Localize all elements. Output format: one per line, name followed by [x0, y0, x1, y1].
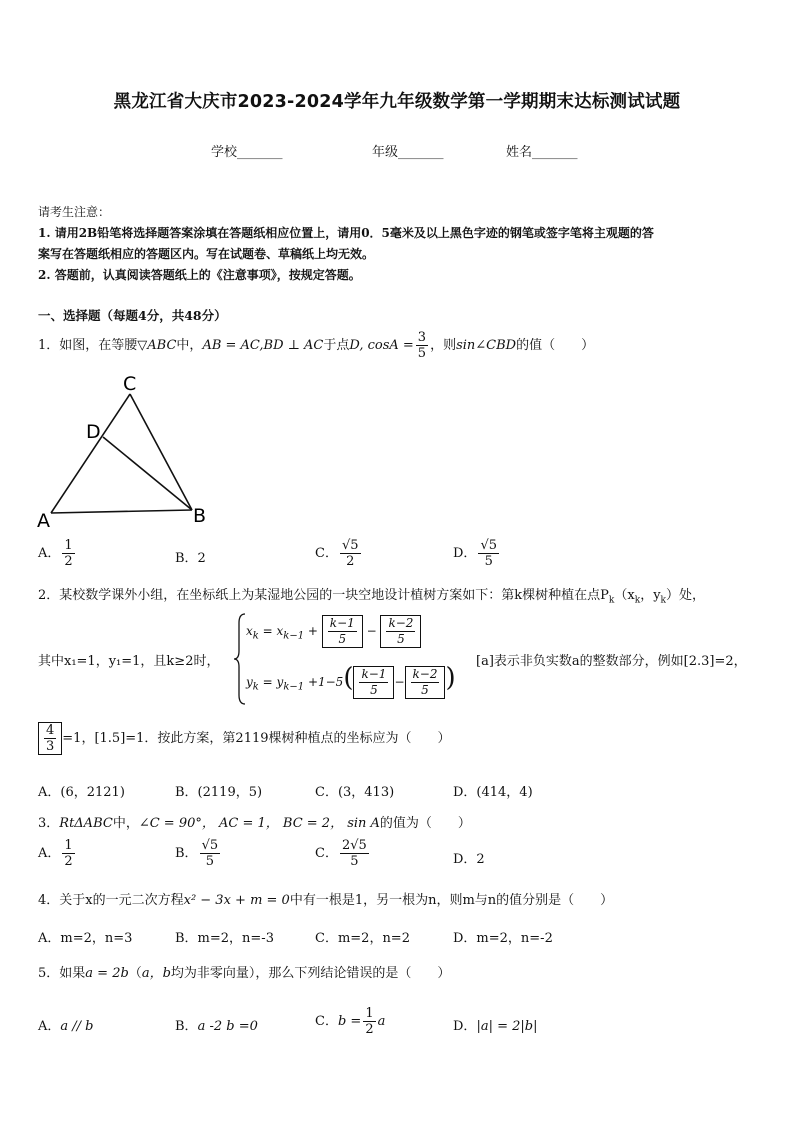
q1-mid: 中，: [176, 338, 203, 353]
question-5: 5．如果a = 2b（a，b均为非零向量），那么下列结论错误的是（ ）: [38, 966, 451, 981]
vertex-label-a: A: [37, 510, 50, 530]
notes-heading: 请考生注意：: [38, 205, 111, 219]
name-field: 姓名_______: [506, 145, 578, 160]
vertex-label-b: B: [193, 505, 207, 527]
q1-cos-fraction: $\frac{3}{5}$: [417, 330, 427, 361]
grade-field: 年级_______: [372, 145, 444, 160]
page-title: 黑龙江省大庆市2023-2024学年九年级数学第一学期期末达标测试试题: [113, 92, 681, 112]
q2-eq-x: $x_k = x_{k-1}$ + $\frac{k-1}{5}$ − $\frac{k-2}{5}$: [246, 615, 421, 648]
q5-option-b[interactable]: B．a -2 b =0: [175, 1019, 258, 1034]
q2-option-d[interactable]: D．(414，4): [453, 785, 533, 800]
triangle-figure: [35, 370, 210, 530]
q1-condition: AB = AC,BD ⊥ AC: [202, 338, 324, 353]
q1-tail: 的值（ ）: [516, 338, 595, 353]
q1-option-b[interactable]: B．2: [175, 551, 206, 566]
school-field: 学校_______: [211, 145, 283, 160]
question-2-line-2-pre: 其中x₁=1，y₁=1，且k≥2时，: [38, 654, 220, 669]
q2-option-c[interactable]: C．(3，413): [315, 785, 395, 800]
q3-option-a[interactable]: A． $\frac{1}{2}$: [38, 838, 73, 869]
q1-ask-expr: sin∠CBD: [456, 338, 517, 353]
section-title: 一、选择题（每题4分，共48分）: [38, 308, 227, 323]
q2-option-b[interactable]: B．(2119，5): [175, 785, 263, 800]
q5-option-a[interactable]: A．a // b: [38, 1019, 94, 1034]
note-line-1b: 案写在答题纸相应的答题区内。写在试题卷、草稿纸上均无效。: [38, 247, 375, 261]
q1-option-c[interactable]: C． $\frac{√5}{2}$: [315, 538, 359, 569]
q4-option-b[interactable]: B．m=2，n=-3: [175, 931, 274, 946]
vertex-label-c: C: [123, 373, 137, 395]
question-4: 4．关于x的一元二次方程x² − 3x + m = 0中有一根是1，另一根为n，则m与n的值分别是（ ）: [38, 893, 614, 908]
q4-option-d[interactable]: D．m=2，n=-2: [453, 931, 553, 946]
q4-option-c[interactable]: C．m=2，n=2: [315, 931, 410, 946]
q1-prefix: 1．如图，在等腰: [38, 338, 138, 353]
question-2-line-3: $\frac{4}{3}$ =1，[1.5]=1．按此方案，第2119棵树种植点的坐标应为（ ）: [38, 722, 451, 755]
q1-option-a[interactable]: A． $\frac{1}{2}$: [38, 538, 73, 569]
question-3: 3．RtΔABC中，∠C = 90°， AC = 1， BC = 2， sin A的值为（ ）: [38, 816, 471, 831]
vertex-label-d: D: [86, 421, 101, 443]
q1-triangle: ▽ABC: [137, 338, 177, 353]
q1-cos: D, cosA =: [349, 338, 414, 353]
question-2-line-1: 2．某校数学课外小组，在坐标纸上为某湿地公园的一块空地设计植树方案如下：第k棵树种植在点$P_k(x_k$，$y_k$）处，: [38, 588, 706, 606]
q1-foot: 于点: [323, 338, 350, 353]
question-2-line-2-post: [a]表示非负实数a的整数部分，例如[2.3]=2，: [476, 654, 747, 669]
q2-option-a[interactable]: A．(6，2121): [38, 785, 125, 800]
q2-equation-system: [232, 611, 462, 706]
q3-option-b[interactable]: B． $\frac{√5}{5}$: [175, 838, 219, 869]
q5-option-d[interactable]: D．|a| = 2|b|: [453, 1019, 538, 1034]
q5-option-c[interactable]: C．b = $\frac{1}{2}$ a: [315, 1006, 386, 1037]
q4-option-a[interactable]: A．m=2，n=3: [38, 931, 133, 946]
note-line-2: 2. 答题前，认真阅读答题纸上的《注意事项》，按规定答题。: [38, 268, 361, 282]
note-line-1: 1. 请用2B铅笔将选择题答案涂填在答题纸相应位置上，请用0．5毫米及以上黑色字迹的钢笔或签字笔将主观题的答: [38, 226, 654, 240]
q3-option-c[interactable]: C． $\frac{2√5}{5}$: [315, 838, 367, 869]
question-1: [38, 330, 594, 361]
q2-eq-y: $y_k = y_{k-1} +1-5$( $\frac{k-1}{5}$ − $\frac{k-2}{5}$ ): [246, 663, 456, 697]
q1-option-d[interactable]: D． $\frac{√5}{5}$: [453, 538, 497, 569]
q1-ask: ，则: [430, 338, 457, 353]
q3-option-d[interactable]: D．2: [453, 852, 485, 867]
